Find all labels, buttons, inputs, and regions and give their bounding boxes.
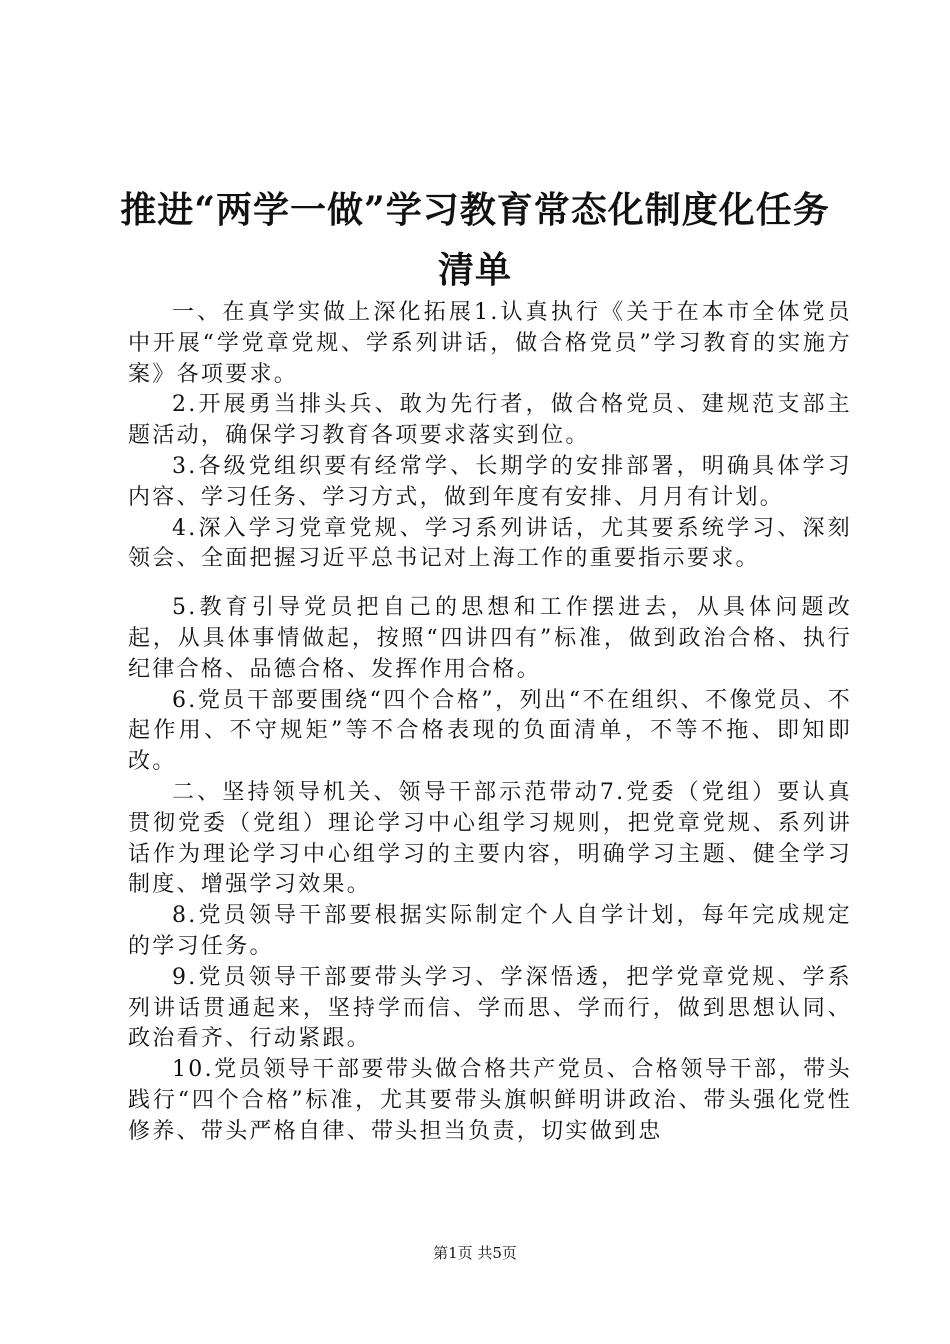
paragraph-5: 5.教育引导党员把自己的思想和工作摆进去，从具体问题改起，从具体事情做起，按照“四讲四有”标准，做到政治合格、执行纪律合格、品德合格、发挥作用合格。 [128,595,852,682]
document-title-line-1: 推进“两学一做”学习教育常态化制度化任务 [120,189,830,231]
paragraph-2: 2.开展勇当排头兵、敢为先行者，做合格党员、建规范支部主题活动，确保学习教育各项要求落实到位。 [128,392,852,449]
page-number-footer: 第1页 共5页 [433,1244,517,1262]
paragraph-3: 3.各级党组织要有经常学、长期学的安排部署，明确具体学习内容、学习任务、学习方式，做到年度有安排、月月有计划。 [128,453,852,510]
document-body [128,298,852,1148]
paragraph-9: 9.党员领导干部要带头学习、学深悟透，把学党章党规、学系列讲话贯通起来，坚持学而信、学而思、学而行，做到思想认同、政治看齐、行动紧跟。 [128,964,852,1052]
paragraph-10: 10.党员领导干部要带头做合格共产党员、合格领导干部，带头践行“四个合格”标准，尤其要带头旗帜鲜明讲政治、带头强化党性修养、带头严格自律、带头担当负责，切实做到忠 [128,1057,852,1144]
paragraph-7: 二、坚持领导机关、领导干部示范带动7.党委（党组）要认真贯彻党委（党组）理论学习中心组学习规则，把党章党规、系列讲话作为理论学习中心组学习的主要内容，明确学习主题、健全学习制度、增强学习效果。 [128,779,852,898]
document-title-line-2: 清单 [437,249,512,291]
paragraph-1: 一、在真学实做上深化拓展1.认真执行《关于在本市全体党员中开展“学党章党规、学系列讲话，做合格党员”学习教育的实施方案》各项要求。 [128,300,852,387]
paragraph-8: 8.党员领导干部要根据实际制定个人自学计划，每年完成规定的学习任务。 [128,903,852,959]
paragraph-4: 4.深入学习党章党规、学习系列讲话，尤其要系统学习、深刻领会、全面把握习近平总书记对上海工作的重要指示要求。 [128,515,852,572]
paragraph-6: 6.党员干部要围绕“四个合格”，列出“不在组织、不像党员、不起作用、不守规矩”等不合格表现的负面清单，不等不拖、即知即改。 [128,687,852,775]
